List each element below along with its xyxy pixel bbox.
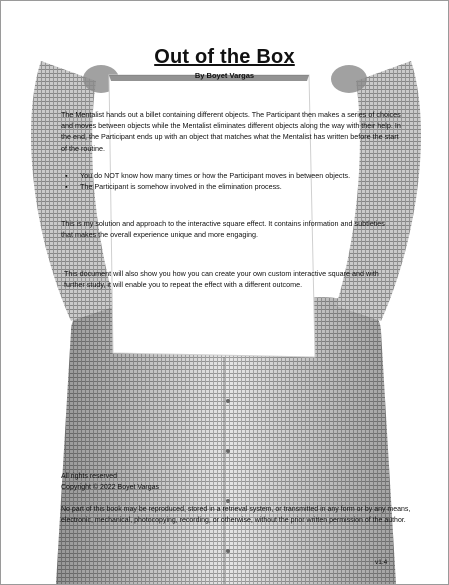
intro-paragraph: The Mentalist hands out a billet containing different objects. The Participant then makes a series of choices and moves between objects while the Mentalist eliminates different objects along the way with their help. In the end, the Participant ends up with an object that matches what the Mentalist has written before the start of the routine. [61,110,401,153]
document-content [1,1,448,584]
solution-paragraph: This is my solution and approach to the interactive square effect. It contains information and subtleties that makes the overall experience unique and more engaging. [61,219,385,240]
rights-reserved: All rights reserved [61,473,118,480]
bullet-icon: ▪ [65,182,68,192]
bullet-text: You do NOT know how many times or how the Participant moves in between objects. [80,171,351,180]
bullet-text: The Participant is somehow involved in the elimination process. [80,182,282,192]
bullet-icon: ▪ [65,171,68,180]
version-label: v1.4 [375,559,388,566]
author-line: By Boyet Vargas [194,71,255,80]
bullet-item [63,170,393,181]
document-title: Out of the Box [154,46,295,68]
custom-paragraph: This document will also show you how you can create your own custom interactive square and with further study, it will enable you to repeat the effect with a different outcome. [64,269,379,290]
legal-paragraph: No part of this book may be reproduced, stored in a retrieval system, or transmitted in any form or by any means, electronic, mechanical, photocopying, recording, or otherwise, without the prior written permission of the author. [61,506,411,524]
bullet-list [63,170,393,192]
bullet-item [63,181,393,192]
copyright-line: Copyright © 2022 Boyet Vargas [61,484,160,491]
rights-block [61,471,159,493]
